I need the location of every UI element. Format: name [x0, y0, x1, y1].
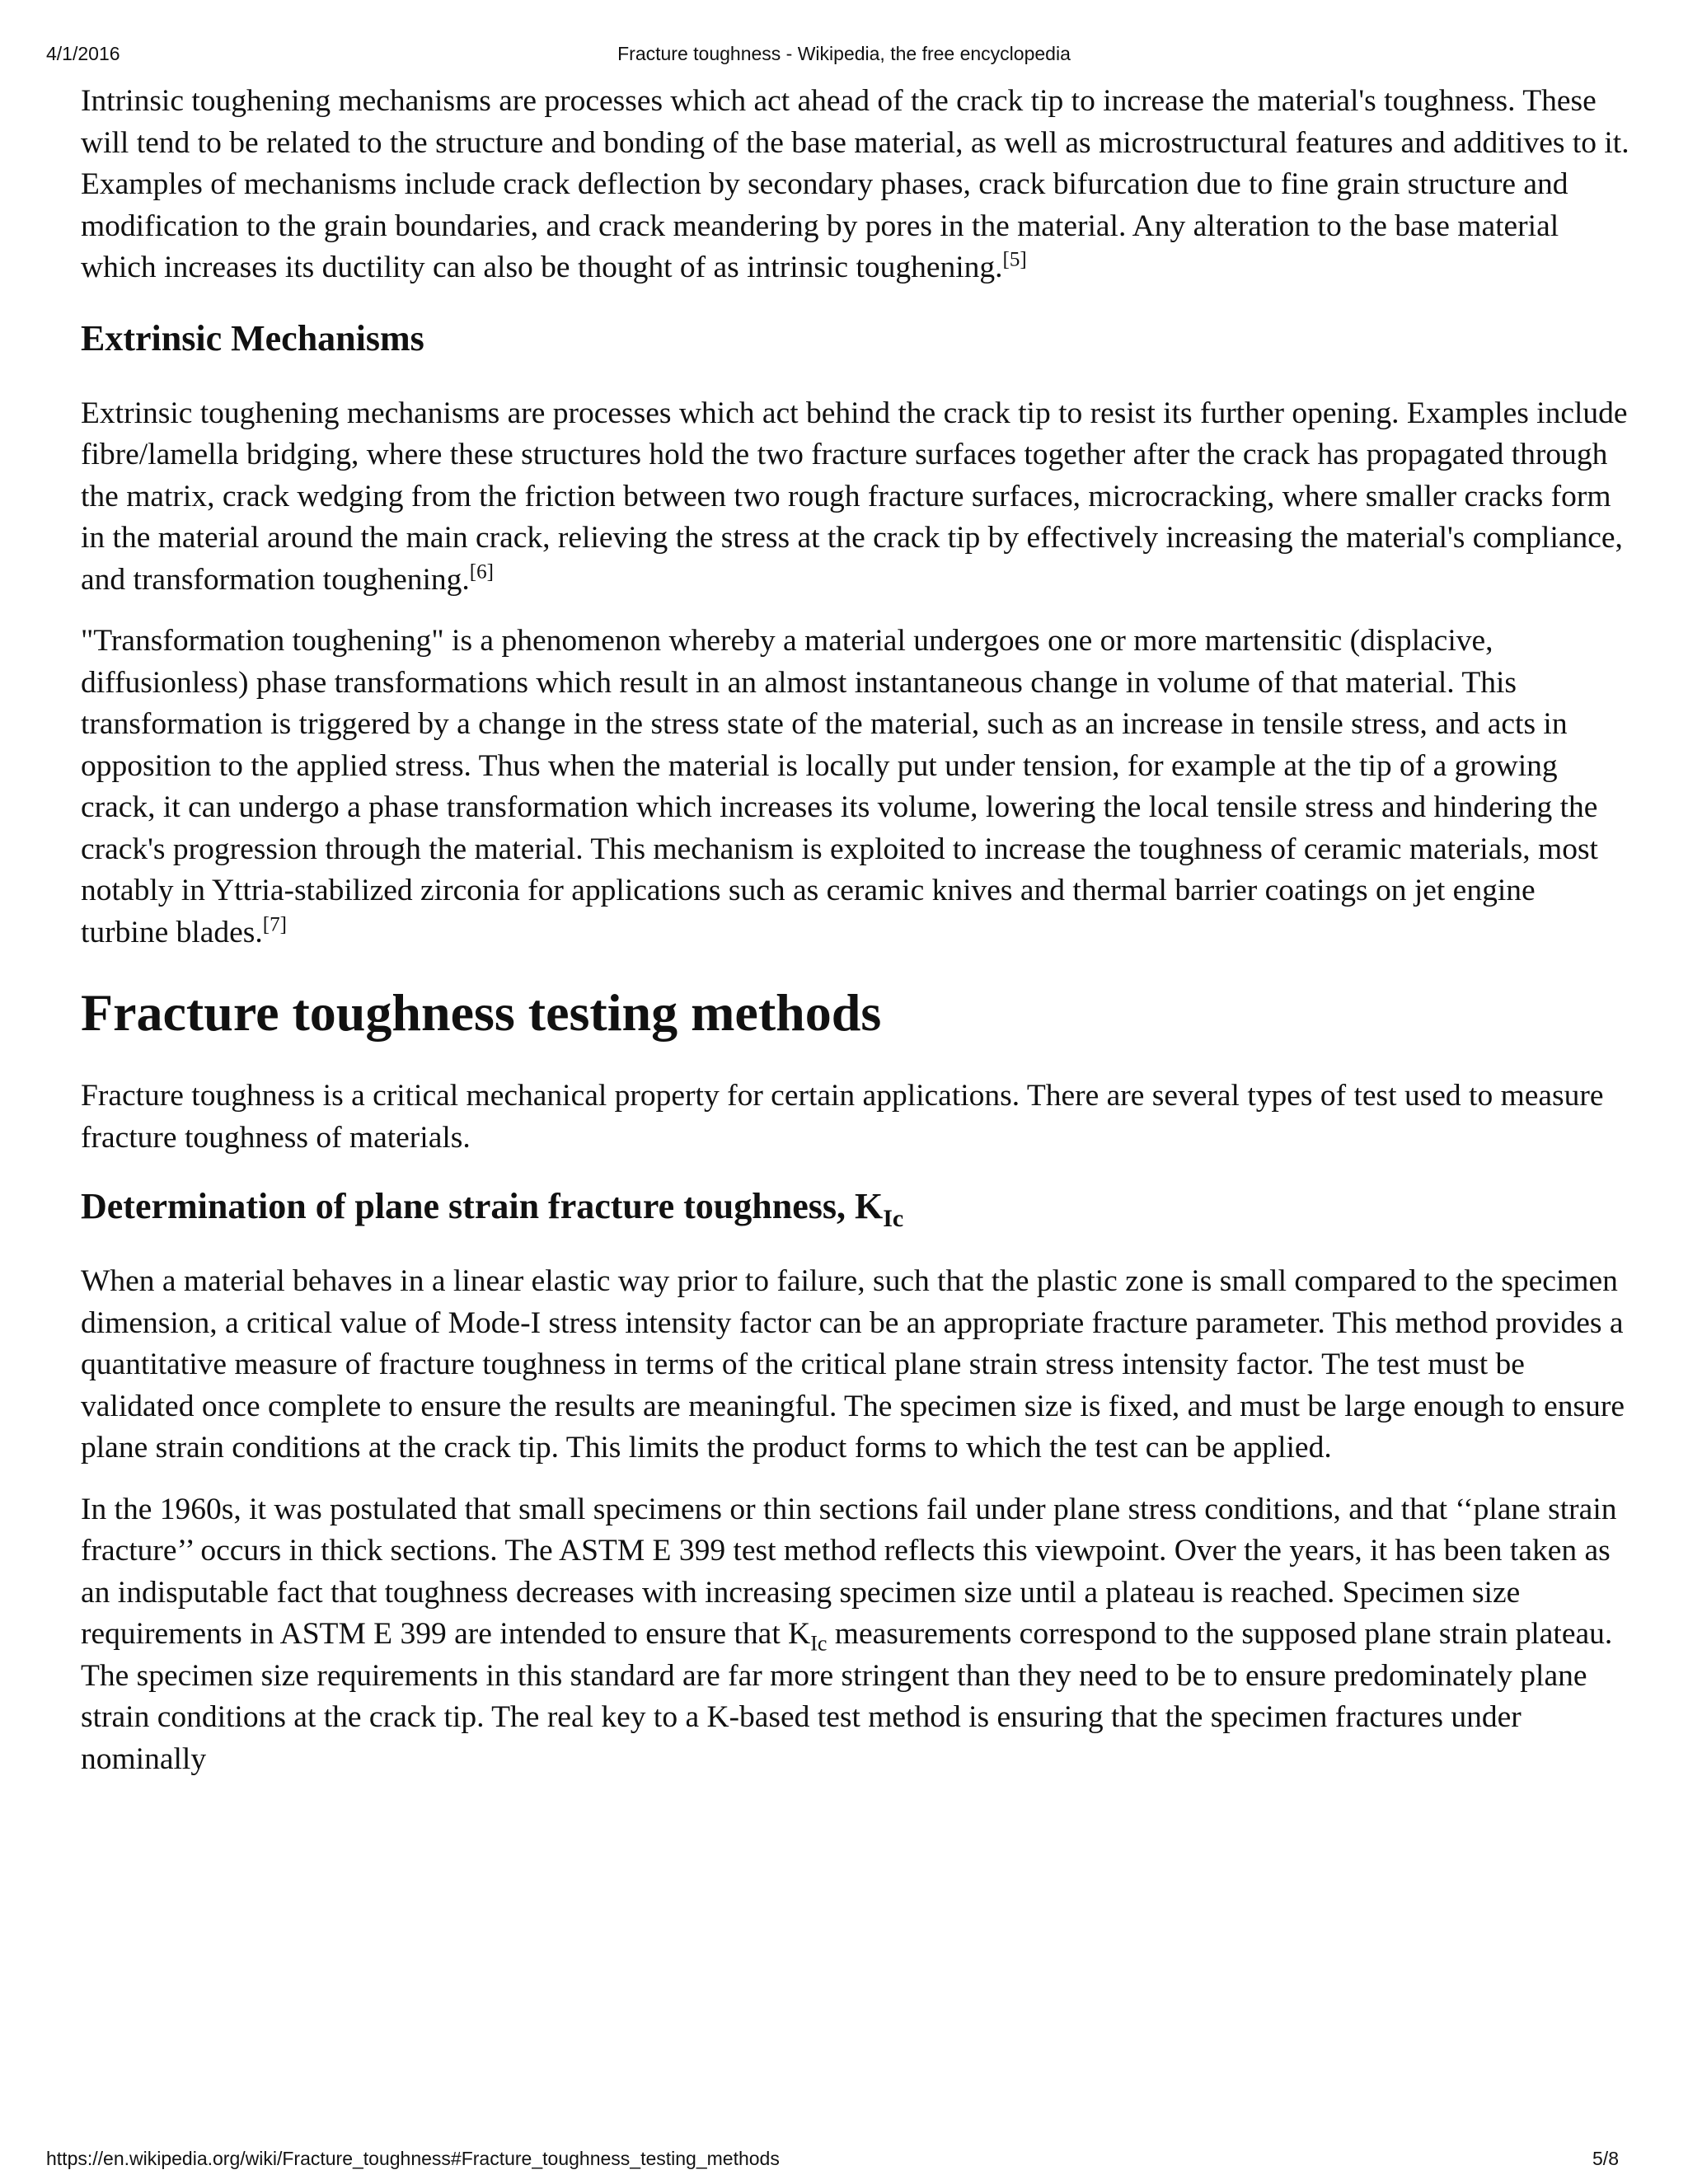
extrinsic-heading: Extrinsic Mechanisms [81, 317, 424, 359]
print-footer [0, 2148, 1688, 2172]
kic-paragraph-2-text-b: measurements correspond to the supposed plane strain plateau. The specimen size requirements in this standard are far more stringent than they need to be to ensure predominately plane strain conditions at the crack tip. The real key to a K-based test method is ensuring that the specimen fractures under nominally [81, 1617, 1613, 1776]
citation-link-7[interactable]: [7] [262, 913, 287, 935]
print-page-title: Fracture toughness - Wikipedia, the free encyclopedia [617, 43, 1071, 64]
print-url: https://en.wikipedia.org/wiki/Fracture_toughness#Fracture_toughness_testing_methods [46, 2148, 780, 2169]
kic-heading-text: Determination of plane strain fracture toughness, K [81, 1186, 884, 1226]
extrinsic-text: Extrinsic toughening mechanisms are processes which act behind the crack tip to resist its further opening. Examples include fibre/lamella bridging, where these structures hold the two fracture surfaces together after the crack has propagated through the matrix, crack wedging from the friction between two rough fracture surfaces, microcracking, where smaller cracks form in the material around the main crack, relieving the stress at the crack tip by effectively increasing the material's compliance, and transformation toughening. [81, 396, 1628, 597]
citation-link-6[interactable]: [6] [469, 560, 494, 583]
intrinsic-text: Intrinsic toughening mechanisms are processes which act ahead of the crack tip to increase the material's toughness. These will tend to be related to the structure and bonding of the base material, as well as microstructural features and additives to it. Examples of mechanisms include crack deflection by secondary phases, crack bifurcation due to fine grain structure and modification to the grain boundaries, and crack meandering by pores in the material. Any alteration to the base material which increases its ductility can also be thought of as intrinsic toughening. [81, 84, 1629, 284]
page-number: 5/8 [1592, 2148, 1619, 2169]
kic-heading [81, 1183, 1630, 1230]
kic-paragraph-1: When a material behaves in a linear elastic way prior to failure, such that the plastic zone is small compared to the specimen dimension, a critical value of Mode-I stress intensity factor can be an appropriate fracture parameter. This method provides a quantitative measure of fracture toughness in terms of the critical plane strain stress intensity factor. The test must be validated once complete to ensure the results are meaningful. The specimen size is fixed, and must be large enough to ensure plane strain conditions at the crack tip. This limits the product forms to which the test can be applied. [81, 1264, 1625, 1465]
kic-paragraph-2-text-a: In the 1960s, it was postulated that small specimens or thin sections fail under plane stress conditions, and that ‘‘plane strain fracture’’ occurs in thick sections. The ASTM E 399 test method reflects this viewpoint. Over the years, it has been taken as an indisputable fact that toughness decreases with increasing specimen size until a plateau is reached. Specimen size requirements in ASTM E 399 are intended to ensure that K [81, 1492, 1617, 1651]
citation-link-5[interactable]: [5] [1002, 248, 1027, 271]
kic-heading-subscript: Ic [883, 1204, 904, 1232]
transformation-text: "Transformation toughening" is a phenomenon whereby a material undergoes one or more martensitic (displacive, diffusionless) phase transformations which result in an almost instantaneous change in volume of that material. This transformation is triggered by a change in the stress state of the material, such as an increase in tensile stress, and acts in opposition to the applied stress. Thus when the material is locally put under tension, for example at the tip of a growing crack, it can undergo a phase transformation which increases its volume, lowering the local tensile stress and hindering the crack's progression through the material. This mechanism is exploited to increase the toughness of ceramic materials, most notably in Yttria-stabilized zirconia for applications such as ceramic knives and thermal barrier coatings on jet engine turbine blades. [81, 624, 1598, 949]
testing-intro-paragraph: Fracture toughness is a critical mechanical property for certain applications. There are several types of test used to measure fracture toughness of materials. [81, 1079, 1604, 1155]
testing-methods-heading: Fracture toughness testing methods [81, 983, 882, 1042]
article-content [81, 81, 1630, 1780]
print-date: 4/1/2016 [46, 43, 120, 64]
print-header [0, 43, 1688, 68]
intrinsic-paragraph [81, 81, 1630, 289]
extrinsic-paragraph [81, 393, 1630, 602]
kic-paragraph-2 [81, 1489, 1630, 1781]
transformation-paragraph [81, 621, 1630, 954]
kic-subscript: Ic [810, 1631, 828, 1656]
